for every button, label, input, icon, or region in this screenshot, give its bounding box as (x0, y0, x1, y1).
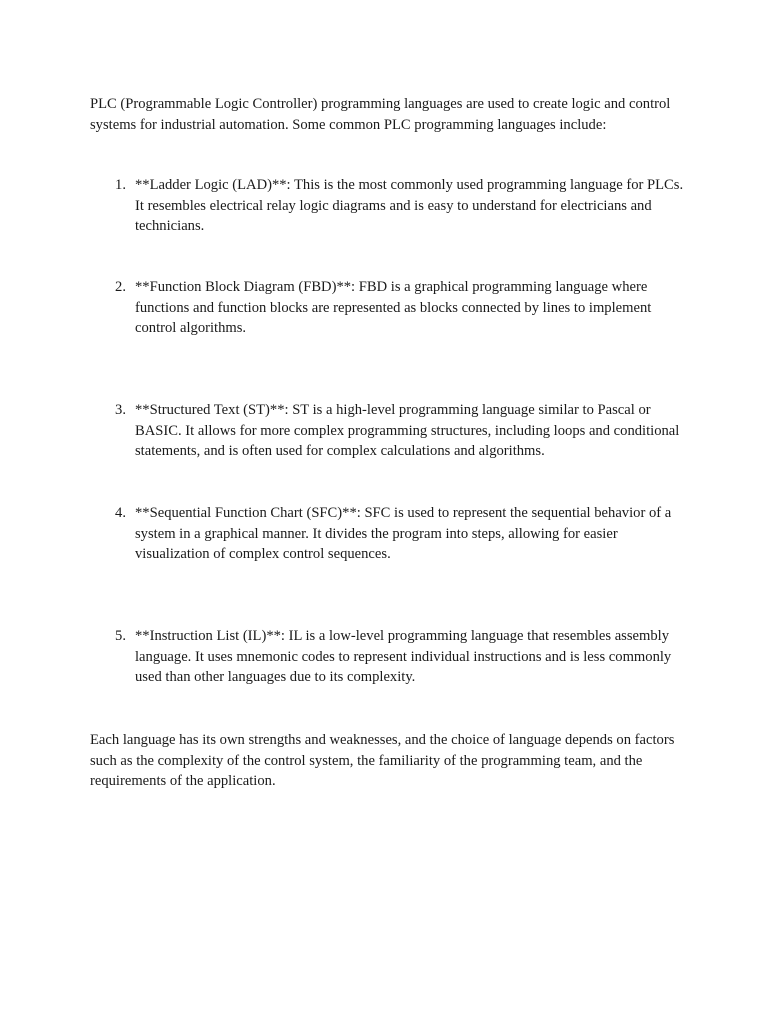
list-item-number: 1. (115, 177, 126, 193)
list-item (104, 503, 684, 565)
list-item-text: **Sequential Function Chart (SFC)**: SFC is used to represent the sequential behavior of a system in a graphical manner. It divides the program into steps, allowing for easier visualization of complex control sequences. (135, 505, 672, 562)
list-item (104, 277, 684, 339)
list-item (104, 400, 684, 462)
list-item-text: **Function Block Diagram (FBD)**: FBD is a graphical programming language where functions and function blocks are represented as blocks connected by lines to implement control algorithms. (135, 279, 652, 336)
list-item (104, 626, 684, 688)
conclusion-paragraph: Each language has its own strengths and weaknesses, and the choice of language depends on factors such as the complexity of the control system, the familiarity of the programming team, and the requirements of the application. (90, 732, 675, 789)
list-item-text: **Structured Text (ST)**: ST is a high-level programming language similar to Pascal or BASIC. It allows for more complex programming structures, including loops and conditional statements, and is often used for complex calculations and algorithms. (135, 402, 680, 459)
list-item-text: **Ladder Logic (LAD)**: This is the most commonly used programming language for PLCs. It resembles electrical relay logic diagrams and is easy to understand for electricians and technicians. (135, 177, 684, 234)
list-item (104, 175, 684, 237)
list-item-number: 4. (115, 505, 126, 521)
list-item-number: 3. (115, 402, 126, 418)
list-item-text: **Instruction List (IL)**: IL is a low-level programming language that resembles assembly language. It uses mnemonic codes to represent individual instructions and is less commonly used than other languages due to its complexity. (135, 628, 672, 685)
list-item-number: 5. (115, 628, 126, 644)
list-item-number: 2. (115, 279, 126, 295)
intro-paragraph: PLC (Programmable Logic Controller) programming languages are used to create logic and control systems for industrial automation. Some common PLC programming languages include: (90, 96, 671, 133)
